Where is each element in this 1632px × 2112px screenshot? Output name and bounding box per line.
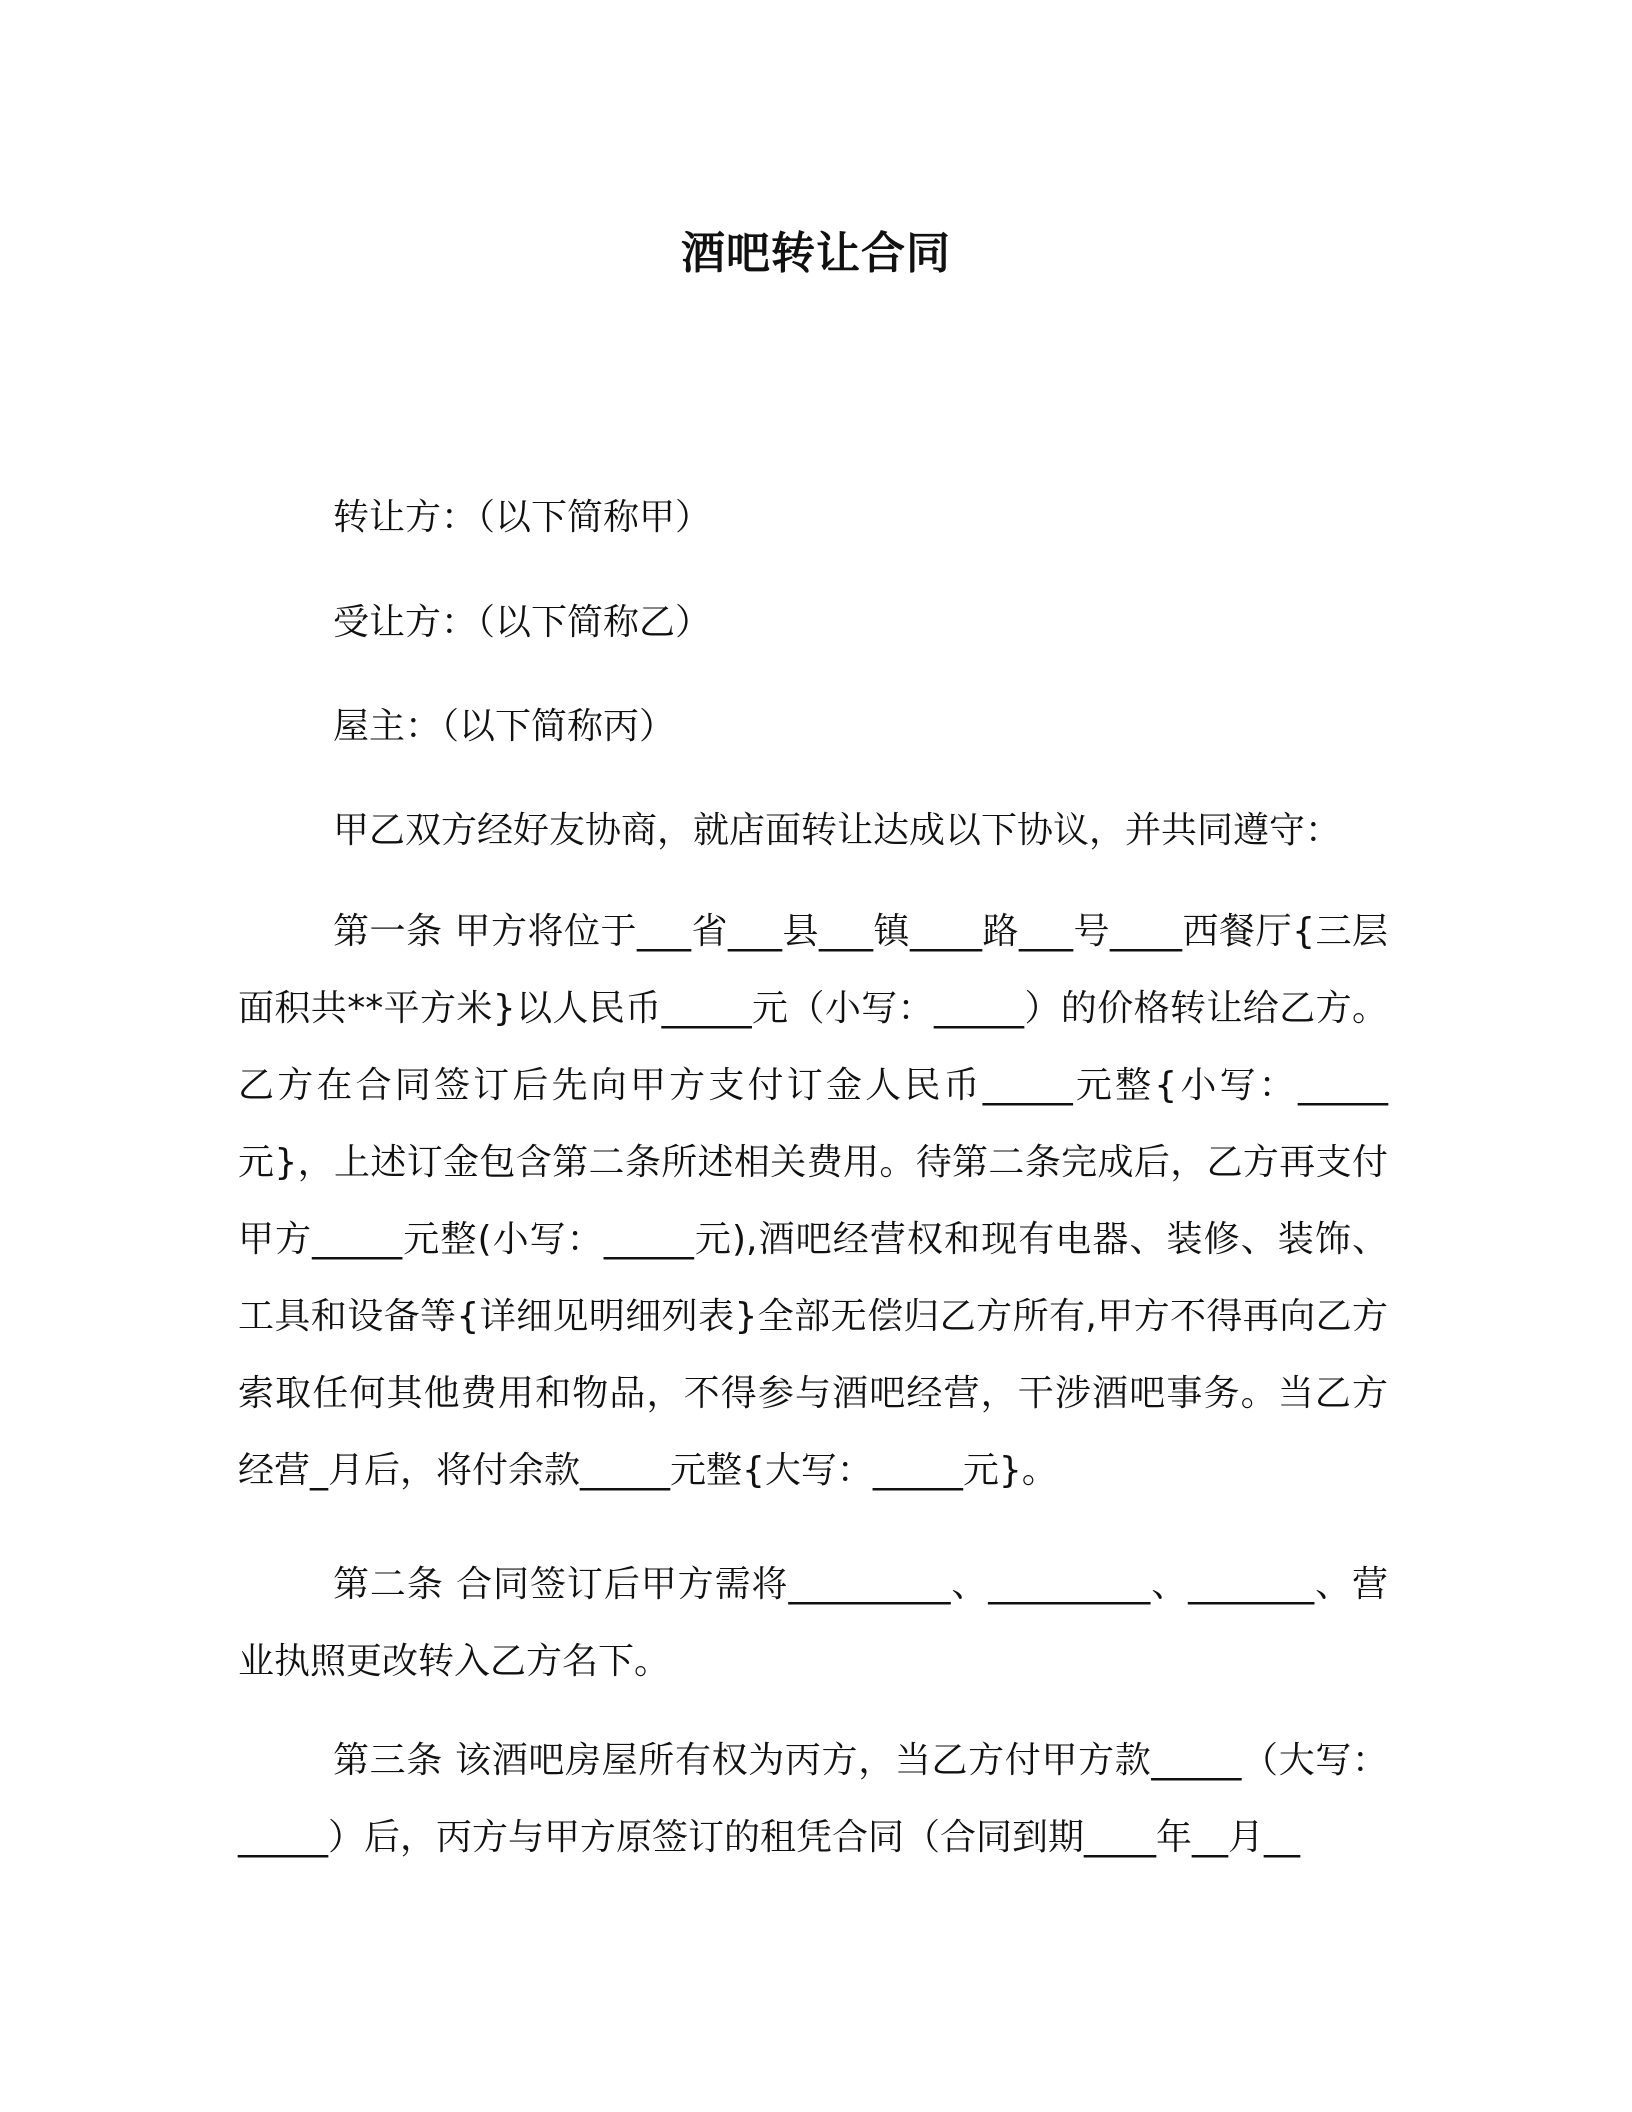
document-title: 酒吧转让合同	[681, 228, 951, 279]
party-transferee: 受让方：（以下简称乙）	[333, 602, 712, 643]
party-transferor: 转让方：（以下简称甲）	[333, 497, 712, 538]
clause-3: 第三条 该酒吧房屋所有权为丙方，当乙方付甲方款_____（大写：_____）后，丙方与甲方原签订的租凭合同（合同到期____年__月__	[238, 1740, 1388, 1858]
intro-paragraph: 甲乙双方经好友协商，就店面转让达成以下协议，并共同遵守：	[333, 810, 1342, 851]
clause-2: 第二条 合同签订后甲方需将_________、_________、_______、营业执照更改转入乙方名下。	[238, 1564, 1388, 1682]
clause-1: 第一条 甲方将位于___省___县___镇____路___号____西餐厅{三层面积共**平方米}以人民币_____元（小写：_____）的价格转让给乙方。乙方在合同签订后先向甲方支付订金人民币_____元整{小写：_____元}，上述订金包含第二条所述相关费用。待第二条完成后，乙方再支付甲方_____元整(小写：_____元),酒吧经营权和现有电器、装修、装饰、工具和设备等{详细见明细列表}全部无偿归乙方所有,甲方不得再向乙方索取任何其他费用和物品，不得参与酒吧经营，干涉酒吧事务。当乙方经营_月后，将付余款_____元整{大写：_____元}。	[238, 911, 1388, 1491]
party-landlord: 屋主：（以下简称丙）	[333, 706, 676, 747]
